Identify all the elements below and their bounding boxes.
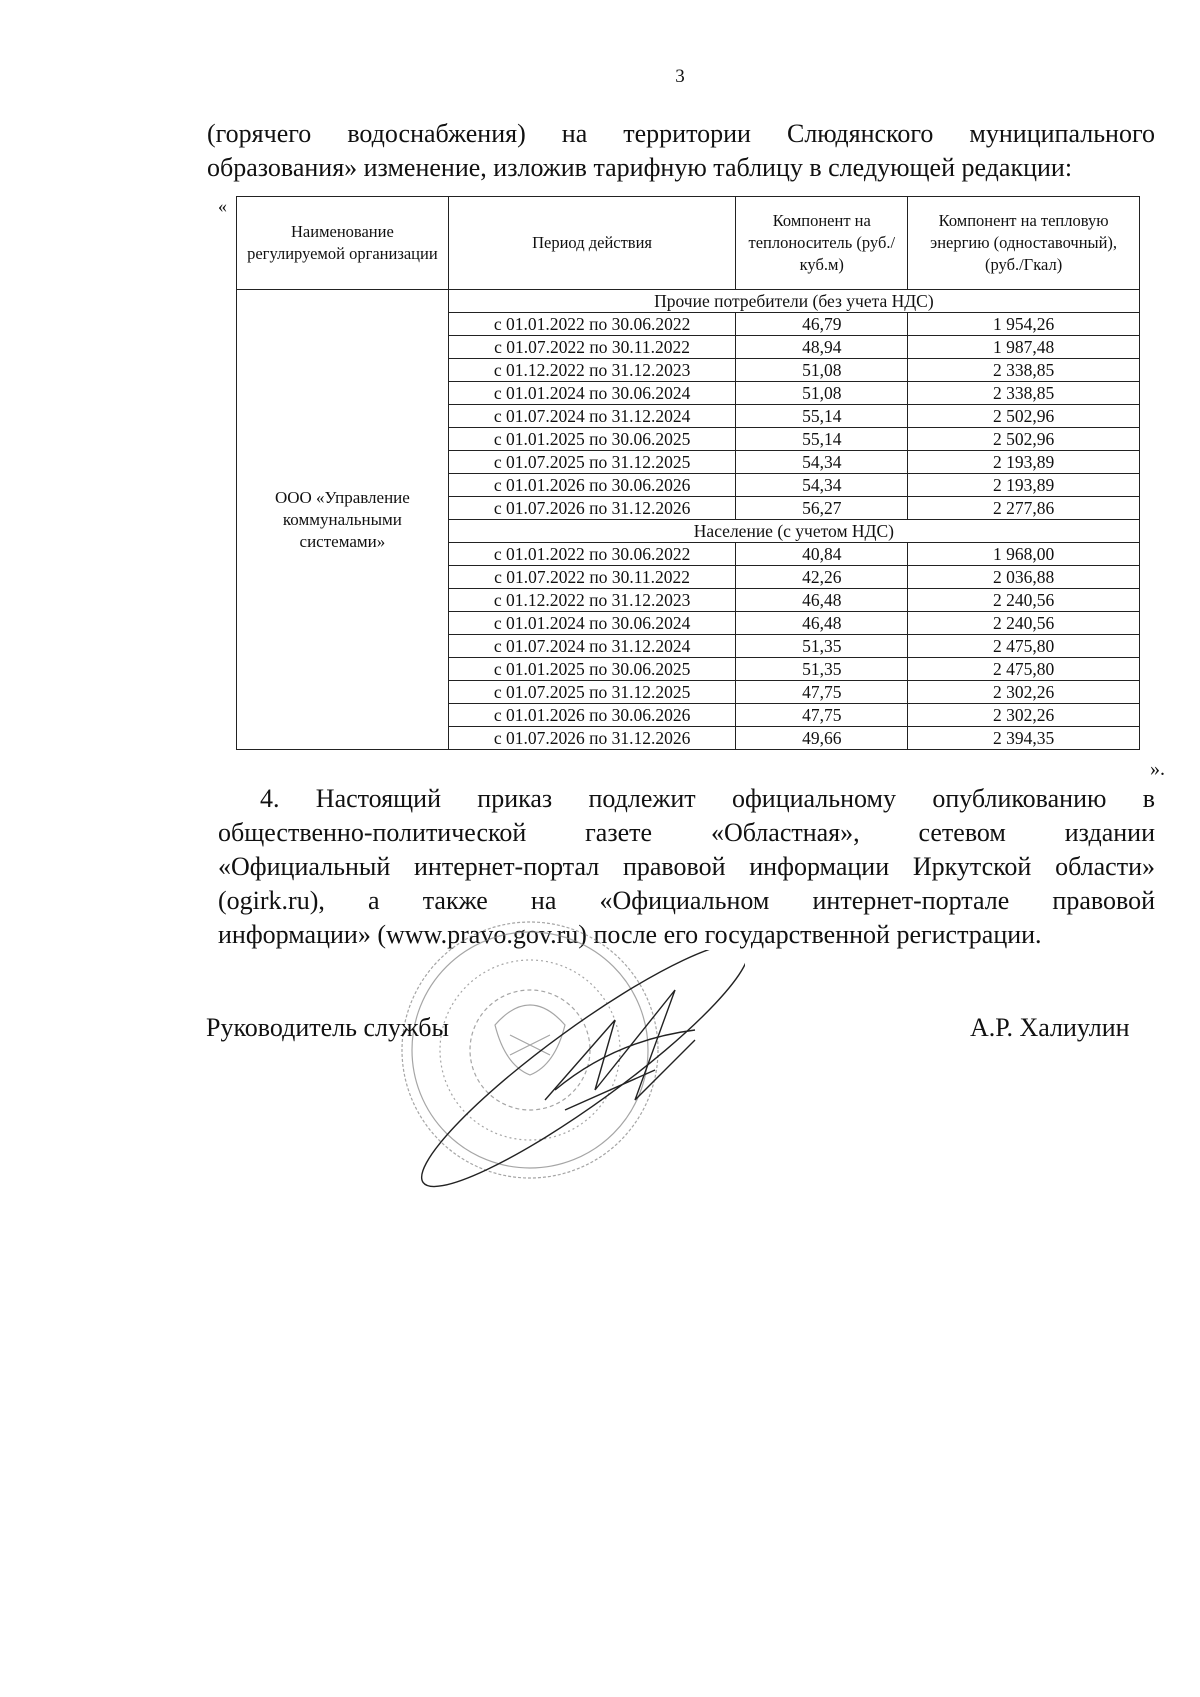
handwritten-signature-icon [415, 950, 745, 1190]
group-title: Прочие потребители (без учета НДС) [448, 290, 1139, 313]
period-cell: с 01.07.2022 по 30.11.2022 [448, 336, 736, 359]
paragraph-4 [218, 782, 1155, 952]
heat-energy-cell: 2 193,89 [908, 474, 1140, 497]
tariff-table [236, 196, 1140, 750]
heat-energy-cell: 2 240,56 [908, 589, 1140, 612]
group-title: Население (с учетом НДС) [448, 520, 1139, 543]
period-cell: с 01.07.2025 по 31.12.2025 [448, 681, 736, 704]
heat-energy-cell: 1 968,00 [908, 543, 1140, 566]
signatory-name: А.Р. Халиулин [970, 1013, 1130, 1042]
heat-energy-cell: 2 338,85 [908, 382, 1140, 405]
paragraph-4-line: 4. Настоящий приказ подлежит официальному опубликованию в [260, 784, 1155, 813]
organization-name: ООО «Управление коммунальными системами» [237, 290, 449, 750]
period-cell: с 01.01.2024 по 30.06.2024 [448, 382, 736, 405]
heat-energy-cell: 2 193,89 [908, 451, 1140, 474]
heat-carrier-cell: 46,79 [736, 313, 908, 336]
heat-carrier-cell: 42,26 [736, 566, 908, 589]
heat-carrier-cell: 54,34 [736, 451, 908, 474]
heat-carrier-cell: 51,35 [736, 635, 908, 658]
heat-carrier-cell: 47,75 [736, 704, 908, 727]
tariff-table-body [237, 290, 1140, 750]
period-cell: с 01.01.2025 по 30.06.2025 [448, 428, 736, 451]
paragraph-4-line: «Официальный интернет-портал правовой информации Иркутской области» [218, 852, 1155, 881]
heat-carrier-cell: 47,75 [736, 681, 908, 704]
quote-open: « [218, 196, 227, 216]
heat-carrier-cell: 51,08 [736, 382, 908, 405]
header-heat-carrier: Компонент на теплоноситель (руб./куб.м) [736, 197, 908, 290]
table-header-row [237, 197, 1140, 290]
period-cell: с 01.12.2022 по 31.12.2023 [448, 589, 736, 612]
header-period: Период действия [448, 197, 736, 290]
signatory-role: Руководитель службы [206, 1013, 449, 1042]
period-cell: с 01.01.2026 по 30.06.2026 [448, 474, 736, 497]
heat-energy-cell: 1 987,48 [908, 336, 1140, 359]
paragraph-4-line: информации» (www.pravo.gov.ru) после его государственной регистрации. [218, 920, 1042, 949]
heat-energy-cell: 2 338,85 [908, 359, 1140, 382]
paragraph-4-line: (ogirk.ru), а также на «Официальном интернет-портале правовой [218, 886, 1155, 915]
period-cell: с 01.01.2024 по 30.06.2024 [448, 612, 736, 635]
heat-carrier-cell: 49,66 [736, 727, 908, 750]
intro-paragraph: (горячего водоснабжения) на территории Слюдянского муниципального образования» изменение, изложив тарифную таблицу в следующей редакции: [207, 119, 1155, 182]
heat-energy-cell: 2 502,96 [908, 428, 1140, 451]
period-cell: с 01.01.2025 по 30.06.2025 [448, 658, 736, 681]
page-number: 3 [675, 66, 685, 87]
heat-carrier-cell: 56,27 [736, 497, 908, 520]
header-heat-energy: Компонент на тепловую энергию (одноставочный), (руб./Гкал) [908, 197, 1140, 290]
period-cell: с 01.07.2024 по 31.12.2024 [448, 635, 736, 658]
period-cell: с 01.01.2022 по 30.06.2022 [448, 313, 736, 336]
heat-carrier-cell: 46,48 [736, 589, 908, 612]
period-cell: с 01.07.2022 по 30.11.2022 [448, 566, 736, 589]
heat-energy-cell: 2 302,26 [908, 704, 1140, 727]
heat-carrier-cell: 55,14 [736, 428, 908, 451]
heat-carrier-cell: 40,84 [736, 543, 908, 566]
heat-energy-cell: 2 277,86 [908, 497, 1140, 520]
heat-carrier-cell: 51,08 [736, 359, 908, 382]
heat-carrier-cell: 46,48 [736, 612, 908, 635]
period-cell: с 01.12.2022 по 31.12.2023 [448, 359, 736, 382]
period-cell: с 01.01.2022 по 30.06.2022 [448, 543, 736, 566]
period-cell: с 01.07.2026 по 31.12.2026 [448, 727, 736, 750]
period-cell: с 01.07.2026 по 31.12.2026 [448, 497, 736, 520]
heat-energy-cell: 2 036,88 [908, 566, 1140, 589]
heat-energy-cell: 2 502,96 [908, 405, 1140, 428]
heat-energy-cell: 2 240,56 [908, 612, 1140, 635]
heat-energy-cell: 2 475,80 [908, 635, 1140, 658]
heat-energy-cell: 2 394,35 [908, 727, 1140, 750]
paragraph-4-line: общественно-политической газете «Областная», сетевом издании [218, 818, 1155, 847]
heat-energy-cell: 2 302,26 [908, 681, 1140, 704]
header-organization: Наименование регулируемой организации [237, 197, 449, 290]
heat-energy-cell: 1 954,26 [908, 313, 1140, 336]
heat-carrier-cell: 48,94 [736, 336, 908, 359]
heat-carrier-cell: 51,35 [736, 658, 908, 681]
heat-carrier-cell: 55,14 [736, 405, 908, 428]
period-cell: с 01.07.2024 по 31.12.2024 [448, 405, 736, 428]
period-cell: с 01.07.2025 по 31.12.2025 [448, 451, 736, 474]
heat-carrier-cell: 54,34 [736, 474, 908, 497]
heat-energy-cell: 2 475,80 [908, 658, 1140, 681]
period-cell: с 01.01.2026 по 30.06.2026 [448, 704, 736, 727]
group-title-row [237, 290, 1140, 313]
quote-close: ». [1150, 758, 1165, 780]
